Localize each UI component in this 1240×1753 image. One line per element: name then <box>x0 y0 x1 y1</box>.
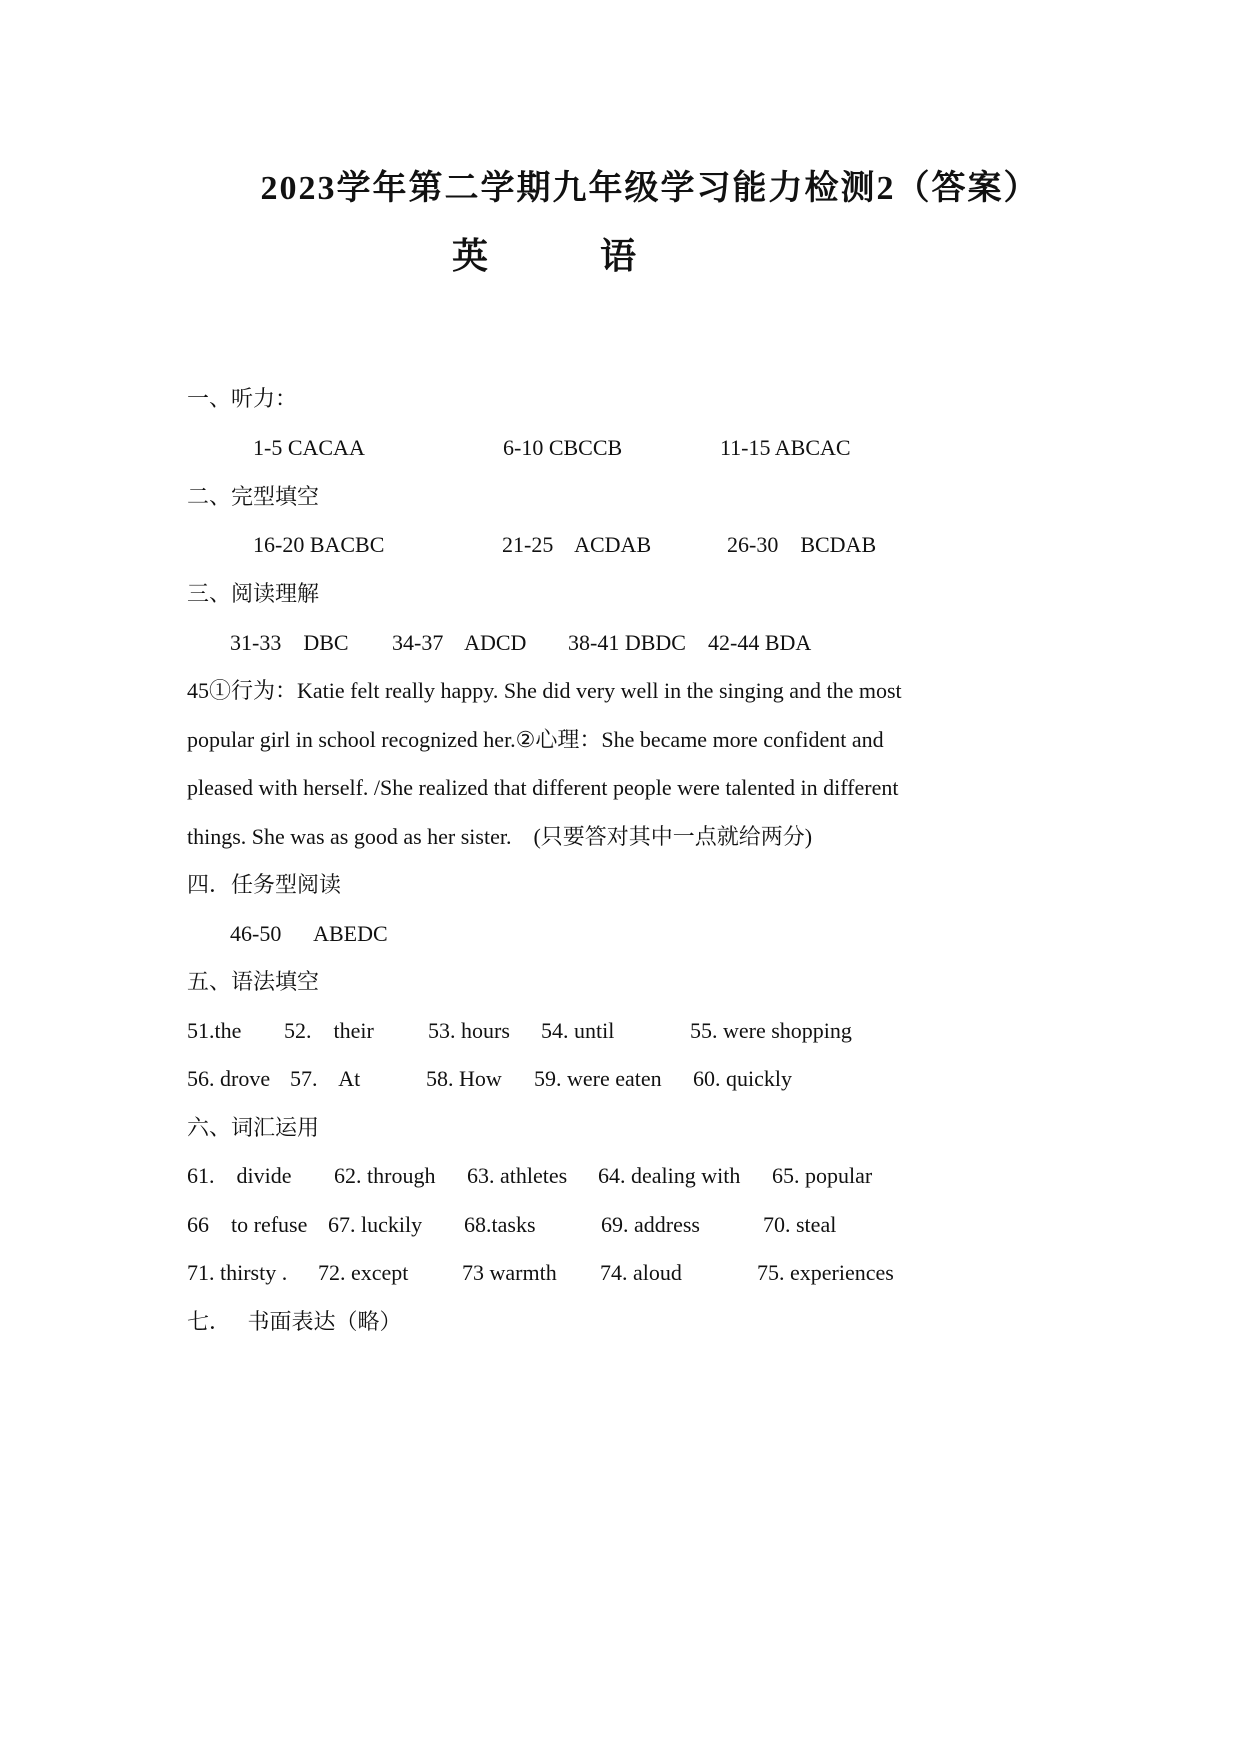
q45-line: 45①行为：Katie felt really happy. She did very well in the singing and the most <box>187 678 902 703</box>
answer-group: 11-15 ABCAC <box>720 435 851 460</box>
answer-item: 73 warmth <box>462 1260 557 1285</box>
section-2-heading: 二、完型填空 <box>187 484 320 509</box>
section-4-heading: 四．任务型阅读 <box>187 872 342 897</box>
answer-item: 64. dealing with <box>598 1163 741 1188</box>
answer-item: 58. How <box>426 1066 502 1091</box>
answer-item: 52. their <box>284 1018 374 1043</box>
answer-group: 38-41 DBDC <box>568 630 686 655</box>
answer-item: 71. thirsty . <box>187 1260 288 1285</box>
answer-item: 60. quickly <box>693 1066 792 1091</box>
answer-item: 66 to refuse <box>187 1212 308 1237</box>
q45-line: pleased with herself. /She realized that different people were talented in different <box>187 775 899 800</box>
section-1-heading: 一、听力： <box>187 386 298 411</box>
answer-item: 63. athletes <box>467 1163 568 1188</box>
q45-line: popular girl in school recognized her.②心理：She became more confident and <box>187 727 884 752</box>
answer-item: 74. aloud <box>600 1260 682 1285</box>
subject-char-1: 英 <box>452 236 489 277</box>
section-6-heading: 六、词汇运用 <box>187 1115 320 1140</box>
answer-group: 26-30 BCDAB <box>727 532 877 557</box>
answer-group: 31-33 DBC <box>230 630 349 655</box>
answer-group: 34-37 ADCD <box>392 630 527 655</box>
answer-group: 6-10 CBCCB <box>503 435 623 460</box>
answer-group: 42-44 BDA <box>708 630 812 655</box>
section-7-heading: 七． 书面表达（略） <box>187 1309 402 1334</box>
answer-item: 68.tasks <box>464 1212 536 1237</box>
q45-line: things. She was as good as her sister. (只要答对其中一点就给两分) <box>187 824 813 849</box>
answer-item: 67. luckily <box>328 1212 423 1237</box>
answer-item: 51.the <box>187 1018 242 1043</box>
answer-item: 54. until <box>541 1018 615 1043</box>
answer-item: 72. except <box>318 1260 409 1285</box>
answer-item: 59. were eaten <box>534 1066 662 1091</box>
answer-item: 55. were shopping <box>690 1018 852 1043</box>
subject-char-2: 语 <box>600 236 637 277</box>
section-3-heading: 三、阅读理解 <box>187 581 320 606</box>
section-5-heading: 五、语法填空 <box>187 969 320 994</box>
answer-group: 1-5 CACAA <box>253 435 365 460</box>
answer-item: 75. experiences <box>757 1260 894 1285</box>
answer-item: 56. drove <box>187 1066 271 1091</box>
answer-item: 53. hours <box>428 1018 510 1043</box>
page-title: 2023学年第二学期九年级学习能力检测2（答案） <box>260 170 1040 207</box>
answer-item: 61. divide <box>187 1163 292 1188</box>
answer-item: 62. through <box>334 1163 436 1188</box>
answer-group: 21-25 ACDAB <box>502 532 652 557</box>
answer-group: 16-20 BACBC <box>253 532 385 557</box>
answer-item: 65. popular <box>772 1163 873 1188</box>
answer-item: 57. At <box>290 1066 361 1091</box>
answer-item: 69. address <box>601 1212 700 1237</box>
answer-item: 70. steal <box>763 1212 837 1237</box>
answer-group: 46-50 ABEDC <box>230 921 388 946</box>
